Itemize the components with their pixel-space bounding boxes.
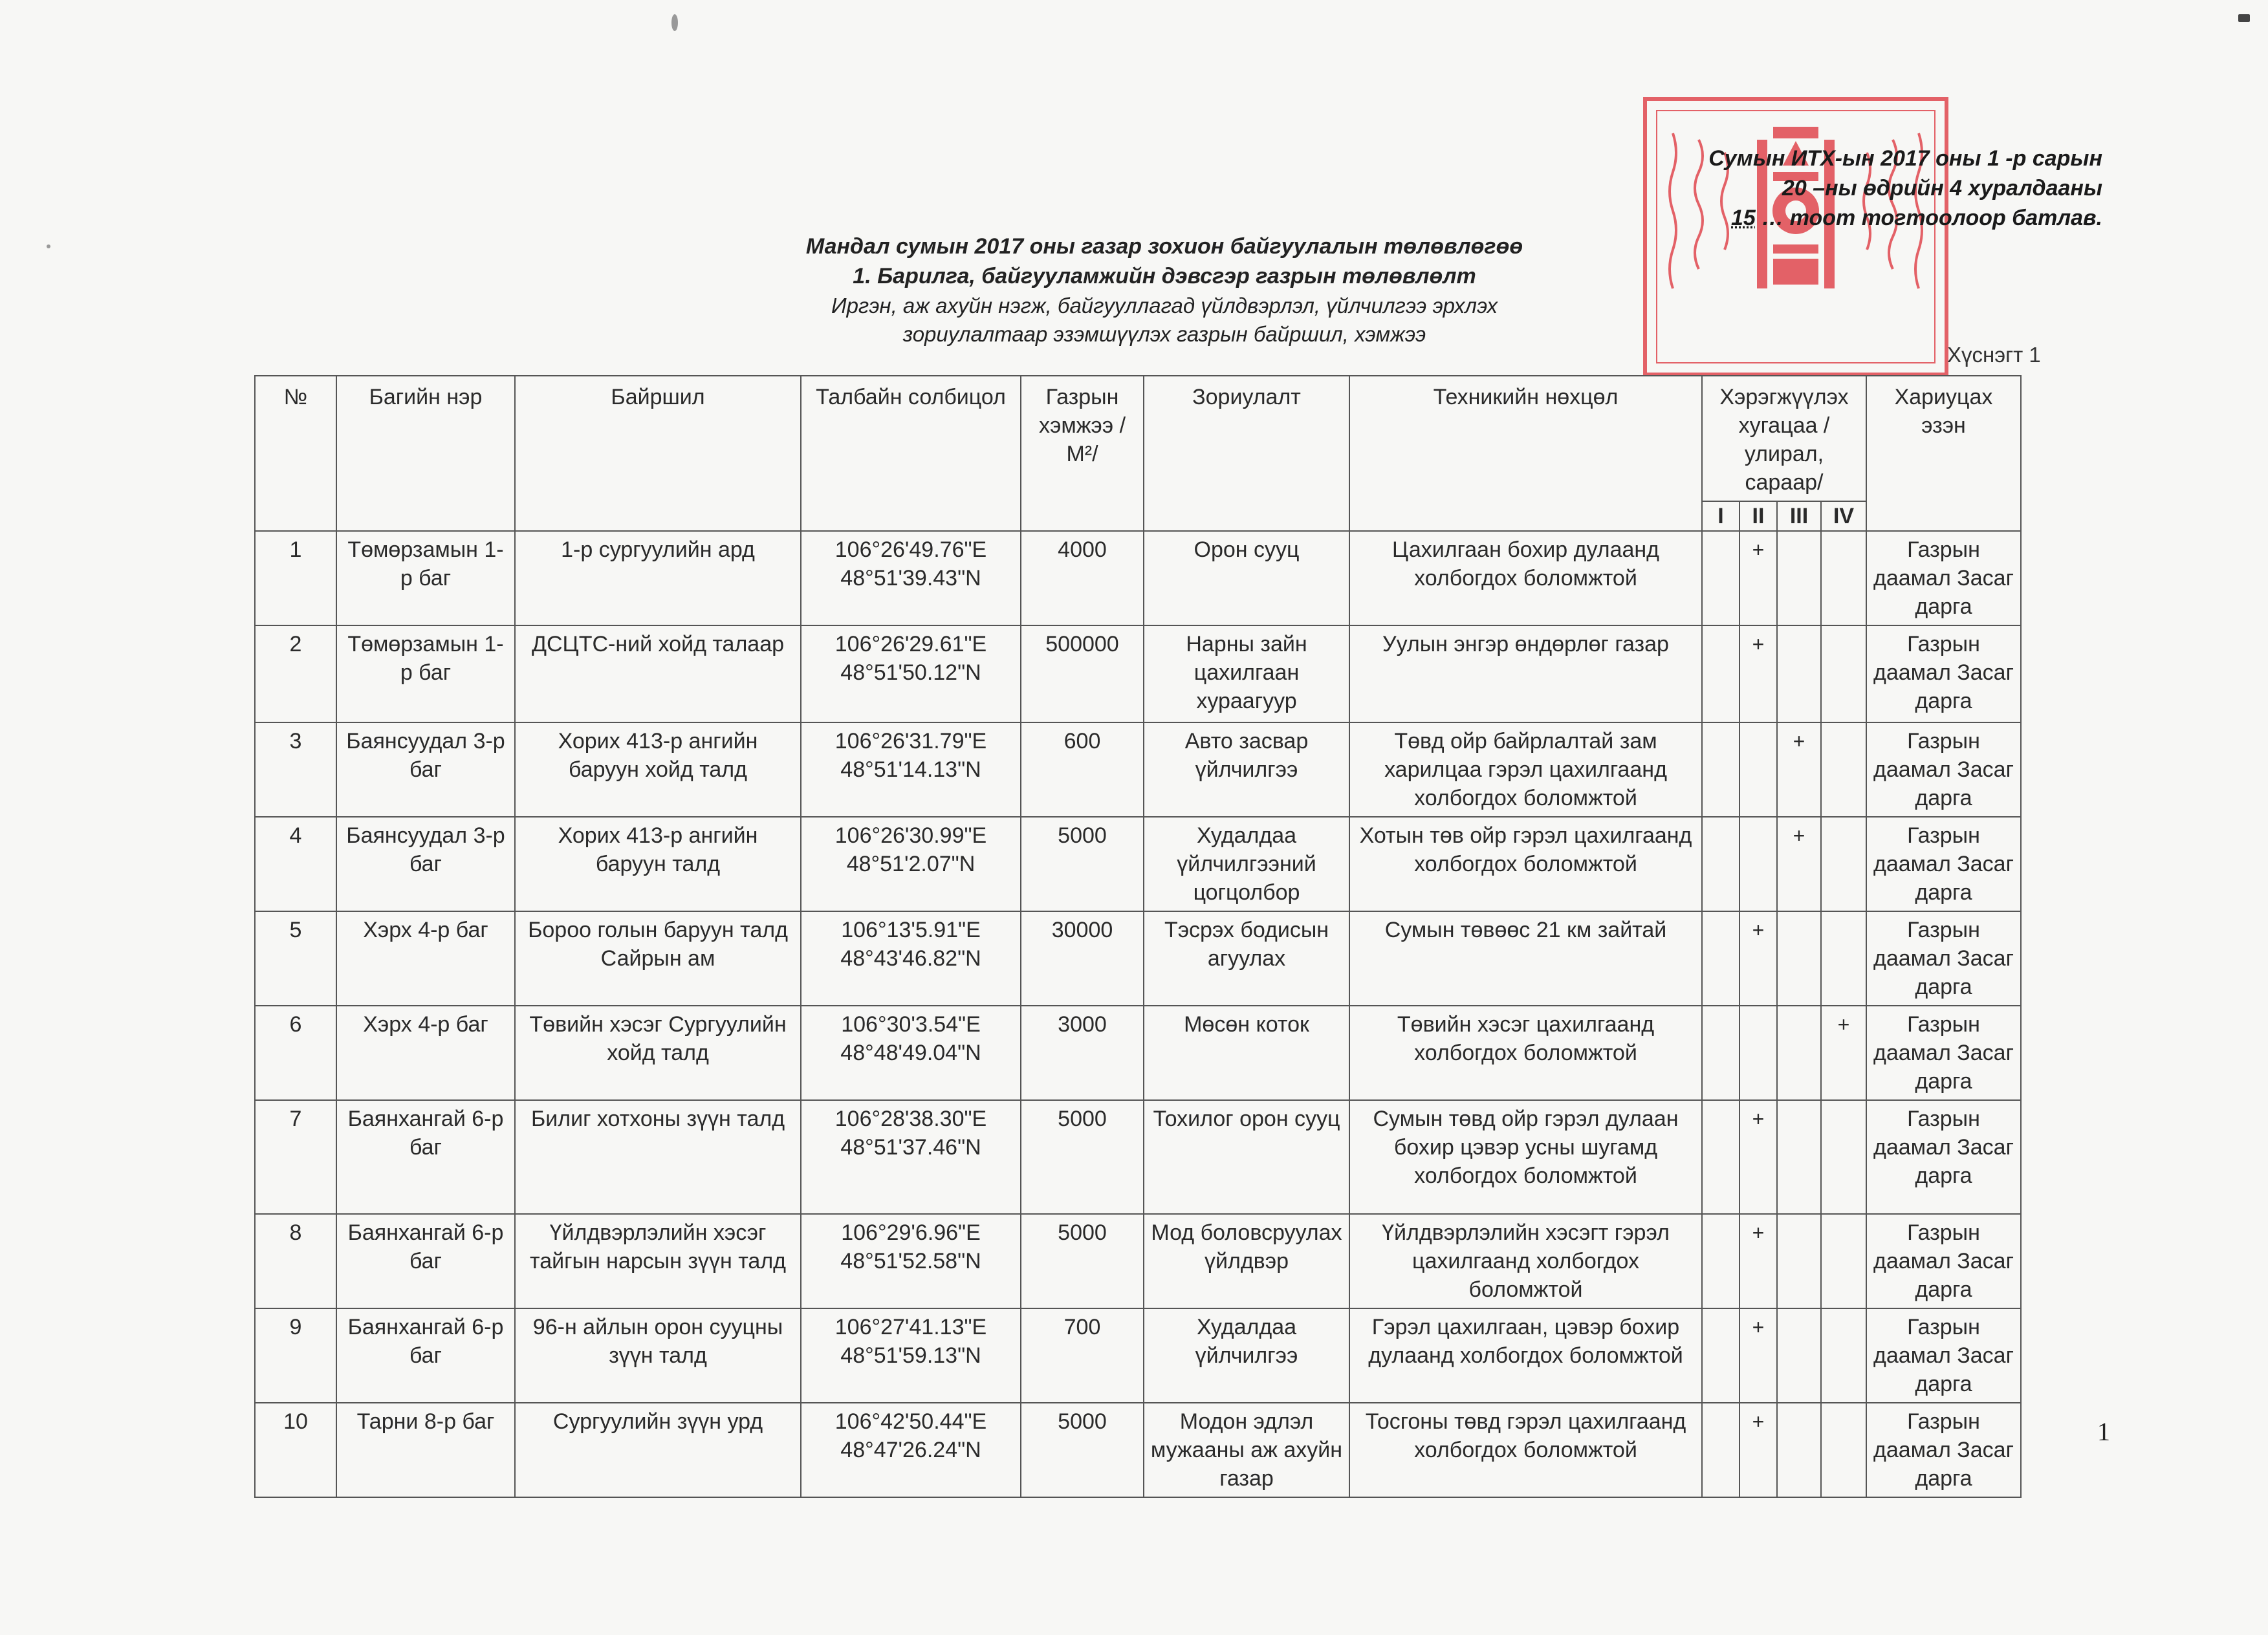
quarter-2-mark: + [1739,1214,1777,1308]
purpose: Тохилог орон сууц [1144,1100,1349,1214]
coordinates: 106°42'50.44"E 48°47'26.24"N [801,1403,1021,1497]
bag-name: Баянхангай 6-р баг [336,1214,515,1308]
bag-name: Төмөрзамын 1-р баг [336,531,515,625]
area: 5000 [1021,1403,1144,1497]
bag-name: Баянхангай 6-р баг [336,1100,515,1214]
quarter-1-mark [1702,1006,1739,1100]
technical-conditions: Төвийн хэсэг цахилгаанд холбогдох боломжтой [1349,1006,1702,1100]
table-row [255,1308,2021,1403]
location: Бороо голын баруун талд Сайрын ам [515,911,801,1006]
scan-speck [671,14,678,31]
section-title: 1. Барилга, байгууламжийн дэвсгэр газрын төлөвлөлт [853,264,1476,288]
technical-conditions: Тосгоны төвд гэрэл цахилгаанд холбогдох боломжтой [1349,1403,1702,1497]
technical-conditions: Үйлдвэрлэлийн хэсэгт гэрэл цахилгаанд холбогдох боломжтой [1349,1214,1702,1308]
location: Төвийн хэсэг Сургуулийн хойд талд [515,1006,801,1100]
scan-speck [47,244,50,248]
quarter-3-mark [1777,1006,1821,1100]
quarter-4-mark [1821,625,1866,722]
approval-line-3-text: тоот тогтоолоор батлав. [1789,206,2102,230]
area: 4000 [1021,531,1144,625]
row-number: 5 [255,911,336,1006]
quarter-1-mark [1702,1308,1739,1403]
quarter-4-mark [1821,1214,1866,1308]
bag-name: Баянсуудал 3-р баг [336,722,515,817]
quarter-2-mark: + [1739,1308,1777,1403]
location: Хорих 413-р ангийн баруун хойд талд [515,722,801,817]
location: 1-р сургуулийн ард [515,531,801,625]
technical-conditions: Сумын төвд ойр гэрэл дулаан бохир цэвэр усны шугамд холбогдох боломжтой [1349,1100,1702,1214]
description-line-1: Иргэн, аж ахуйн нэгж, байгууллагад үйлдвэрлэл, үйлчилгээ эрхлэх [831,294,1498,318]
col-area: Газрын хэмжээ /М²/ [1021,376,1144,531]
quarter-1-mark [1702,1403,1739,1497]
table-row [255,1006,2021,1100]
location: Үйлдвэрлэлийн хэсэг тайгын нарсын зүүн талд [515,1214,801,1308]
technical-conditions: Төвд ойр байрлалтай зам харилцаа гэрэл цахилгаанд холбогдох боломжтой [1349,722,1702,817]
bag-name: Тарни 8-р баг [336,1403,515,1497]
row-number: 3 [255,722,336,817]
quarter-3-mark: + [1777,722,1821,817]
row-number: 6 [255,1006,336,1100]
quarter-2-mark [1739,722,1777,817]
col-term: Хэрэгжүүлэх хугацаа /улирал, сараар/ [1702,376,1866,501]
official-stamp [1643,97,1948,376]
area: 3000 [1021,1006,1144,1100]
purpose: Мод боловсруулах үйлдвэр [1144,1214,1349,1308]
row-number: 8 [255,1214,336,1308]
quarter-1-mark [1702,817,1739,911]
coordinates: 106°30'3.54"E 48°48'49.04"N [801,1006,1021,1100]
quarter-3-mark [1777,1100,1821,1214]
quarter-4-mark [1821,1100,1866,1214]
technical-conditions: Гэрэл цахилгаан, цэвэр бохир дулаанд холбогдох боломжтой [1349,1308,1702,1403]
coordinates: 106°29'6.96"E 48°51'52.58"N [801,1214,1021,1308]
table-row [255,722,2021,817]
quarter-3-mark [1777,1403,1821,1497]
col-purpose: Зориулалт [1144,376,1349,531]
quarter-4-mark [1821,722,1866,817]
col-q1: I [1702,501,1739,531]
quarter-3-mark [1777,531,1821,625]
purpose: Мөсөн коток [1144,1006,1349,1100]
table-row [255,531,2021,625]
area: 5000 [1021,1214,1144,1308]
row-number: 10 [255,1403,336,1497]
approval-line-2: 20 –ны өдрийн 4 хуралдааны [1782,176,2102,200]
table-row [255,1100,2021,1214]
responsible-party: Газрын даамал Засаг дарга [1866,722,2021,817]
table-header-row [255,376,2021,501]
plan-title: Мандал сумын 2017 оны газар зохион байгуулалын төлөвлөгөө [805,234,1523,259]
bag-name: Баянсуудал 3-р баг [336,817,515,911]
table-row [255,1403,2021,1497]
quarter-1-mark [1702,531,1739,625]
location: ДСЦТС-ний хойд талаар [515,625,801,722]
col-bag: Багийн нэр [336,376,515,531]
coordinates: 106°26'31.79"E 48°51'14.13"N [801,722,1021,817]
bag-name: Хэрх 4-р баг [336,911,515,1006]
col-q4: IV [1821,501,1866,531]
approval-line-3: 15 … тоот тогтоолоор батлав. [1731,206,2102,230]
purpose: Модон эдлэл мужааны аж ахуйн газар [1144,1403,1349,1497]
quarter-1-mark [1702,1214,1739,1308]
scan-speck [2238,14,2250,22]
bag-name: Хэрх 4-р баг [336,1006,515,1100]
quarter-2-mark: + [1739,1100,1777,1214]
col-coords: Талбайн солбицол [801,376,1021,531]
table-row [255,911,2021,1006]
purpose: Орон сууц [1144,531,1349,625]
row-number: 7 [255,1100,336,1214]
quarter-3-mark [1777,625,1821,722]
responsible-party: Газрын даамал Засаг дарга [1866,1214,2021,1308]
quarter-4-mark [1821,911,1866,1006]
purpose: Авто засвар үйлчилгээ [1144,722,1349,817]
approval-note [1520,144,2102,233]
technical-conditions: Цахилгаан бохир дулаанд холбогдох боломжтой [1349,531,1702,625]
col-q3: III [1777,501,1821,531]
appendix-label: Хүснэгт 1 [1947,343,2041,367]
col-location: Байршил [515,376,801,531]
coordinates: 106°26'30.99"E 48°51'2.07"N [801,817,1021,911]
area: 600 [1021,722,1144,817]
responsible-party: Газрын даамал Засаг дарга [1866,1100,2021,1214]
quarter-4-mark [1821,1403,1866,1497]
approval-line-1: Сумын ИТХ-ын 2017 оны 1 -р сарын [1708,146,2102,171]
col-responsible: Хариуцах эзэн [1866,376,2021,531]
col-q2: II [1739,501,1777,531]
area: 30000 [1021,911,1144,1006]
quarter-2-mark: + [1739,625,1777,722]
technical-conditions: Уулын энгэр өндөрлөг газар [1349,625,1702,722]
table-row [255,1214,2021,1308]
responsible-party: Газрын даамал Засаг дарга [1866,817,2021,911]
row-number: 2 [255,625,336,722]
bag-name: Төмөрзамын 1-р баг [336,625,515,722]
area: 5000 [1021,1100,1144,1214]
responsible-party: Газрын даамал Засаг дарга [1866,1006,2021,1100]
quarter-2-mark: + [1739,531,1777,625]
area: 500000 [1021,625,1144,722]
responsible-party: Газрын даамал Засаг дарга [1866,1403,2021,1497]
quarter-4-mark [1821,817,1866,911]
purpose: Нарны зайн цахилгаан хураагуур [1144,625,1349,722]
quarter-4-mark: + [1821,1006,1866,1100]
bag-name: Баянхангай 6-р баг [336,1308,515,1403]
coordinates: 106°28'38.30"E 48°51'37.46"N [801,1100,1021,1214]
table-row [255,625,2021,722]
quarter-1-mark [1702,911,1739,1006]
coordinates: 106°27'41.13"E 48°51'59.13"N [801,1308,1021,1403]
quarter-2-mark [1739,817,1777,911]
area: 5000 [1021,817,1144,911]
purpose: Тэсрэх бодисын агуулах [1144,911,1349,1006]
description-line-2: зориулалтаар эзэмшүүлэх газрын байршил, хэмжээ [902,322,1426,346]
quarter-1-mark [1702,722,1739,817]
responsible-party: Газрын даамал Засаг дарга [1866,911,2021,1006]
page-number: 1 [2097,1417,2110,1446]
location: 96-н айлын орон сууцны зүүн талд [515,1308,801,1403]
quarter-4-mark [1821,531,1866,625]
location: Сургуулийн зүүн урд [515,1403,801,1497]
col-no: № [255,376,336,531]
row-number: 1 [255,531,336,625]
responsible-party: Газрын даамал Засаг дарга [1866,1308,2021,1403]
purpose: Худалдаа үйлчилгээ [1144,1308,1349,1403]
quarter-3-mark: + [1777,817,1821,911]
responsible-party: Газрын даамал Засаг дарга [1866,531,2021,625]
quarter-4-mark [1821,1308,1866,1403]
quarter-2-mark: + [1739,911,1777,1006]
table-row [255,817,2021,911]
col-tech: Техникийн нөхцөл [1349,376,1702,531]
row-number: 4 [255,817,336,911]
row-number: 9 [255,1308,336,1403]
resolution-number: 15 [1731,206,1756,230]
quarter-3-mark [1777,1308,1821,1403]
coordinates: 106°26'49.76"E 48°51'39.43"N [801,531,1021,625]
quarter-1-mark [1702,625,1739,722]
area: 700 [1021,1308,1144,1403]
quarter-1-mark [1702,1100,1739,1214]
quarter-3-mark [1777,911,1821,1006]
quarter-2-mark [1739,1006,1777,1100]
quarter-2-mark: + [1739,1403,1777,1497]
coordinates: 106°26'29.61"E 48°51'50.12"N [801,625,1021,722]
technical-conditions: Хотын төв ойр гэрэл цахилгаанд холбогдох боломжтой [1349,817,1702,911]
location: Хорих 413-р ангийн баруун талд [515,817,801,911]
stamp-emblem-icon [1647,101,1945,373]
location: Билиг хотхоны зүүн талд [515,1100,801,1214]
land-plan-table [254,375,2022,1498]
quarter-3-mark [1777,1214,1821,1308]
responsible-party: Газрын даамал Засаг дарга [1866,625,2021,722]
purpose: Худалдаа үйлчилгээний цогцолбор [1144,817,1349,911]
coordinates: 106°13'5.91"E 48°43'46.82"N [801,911,1021,1006]
technical-conditions: Сумын төвөөс 21 км зайтай [1349,911,1702,1006]
